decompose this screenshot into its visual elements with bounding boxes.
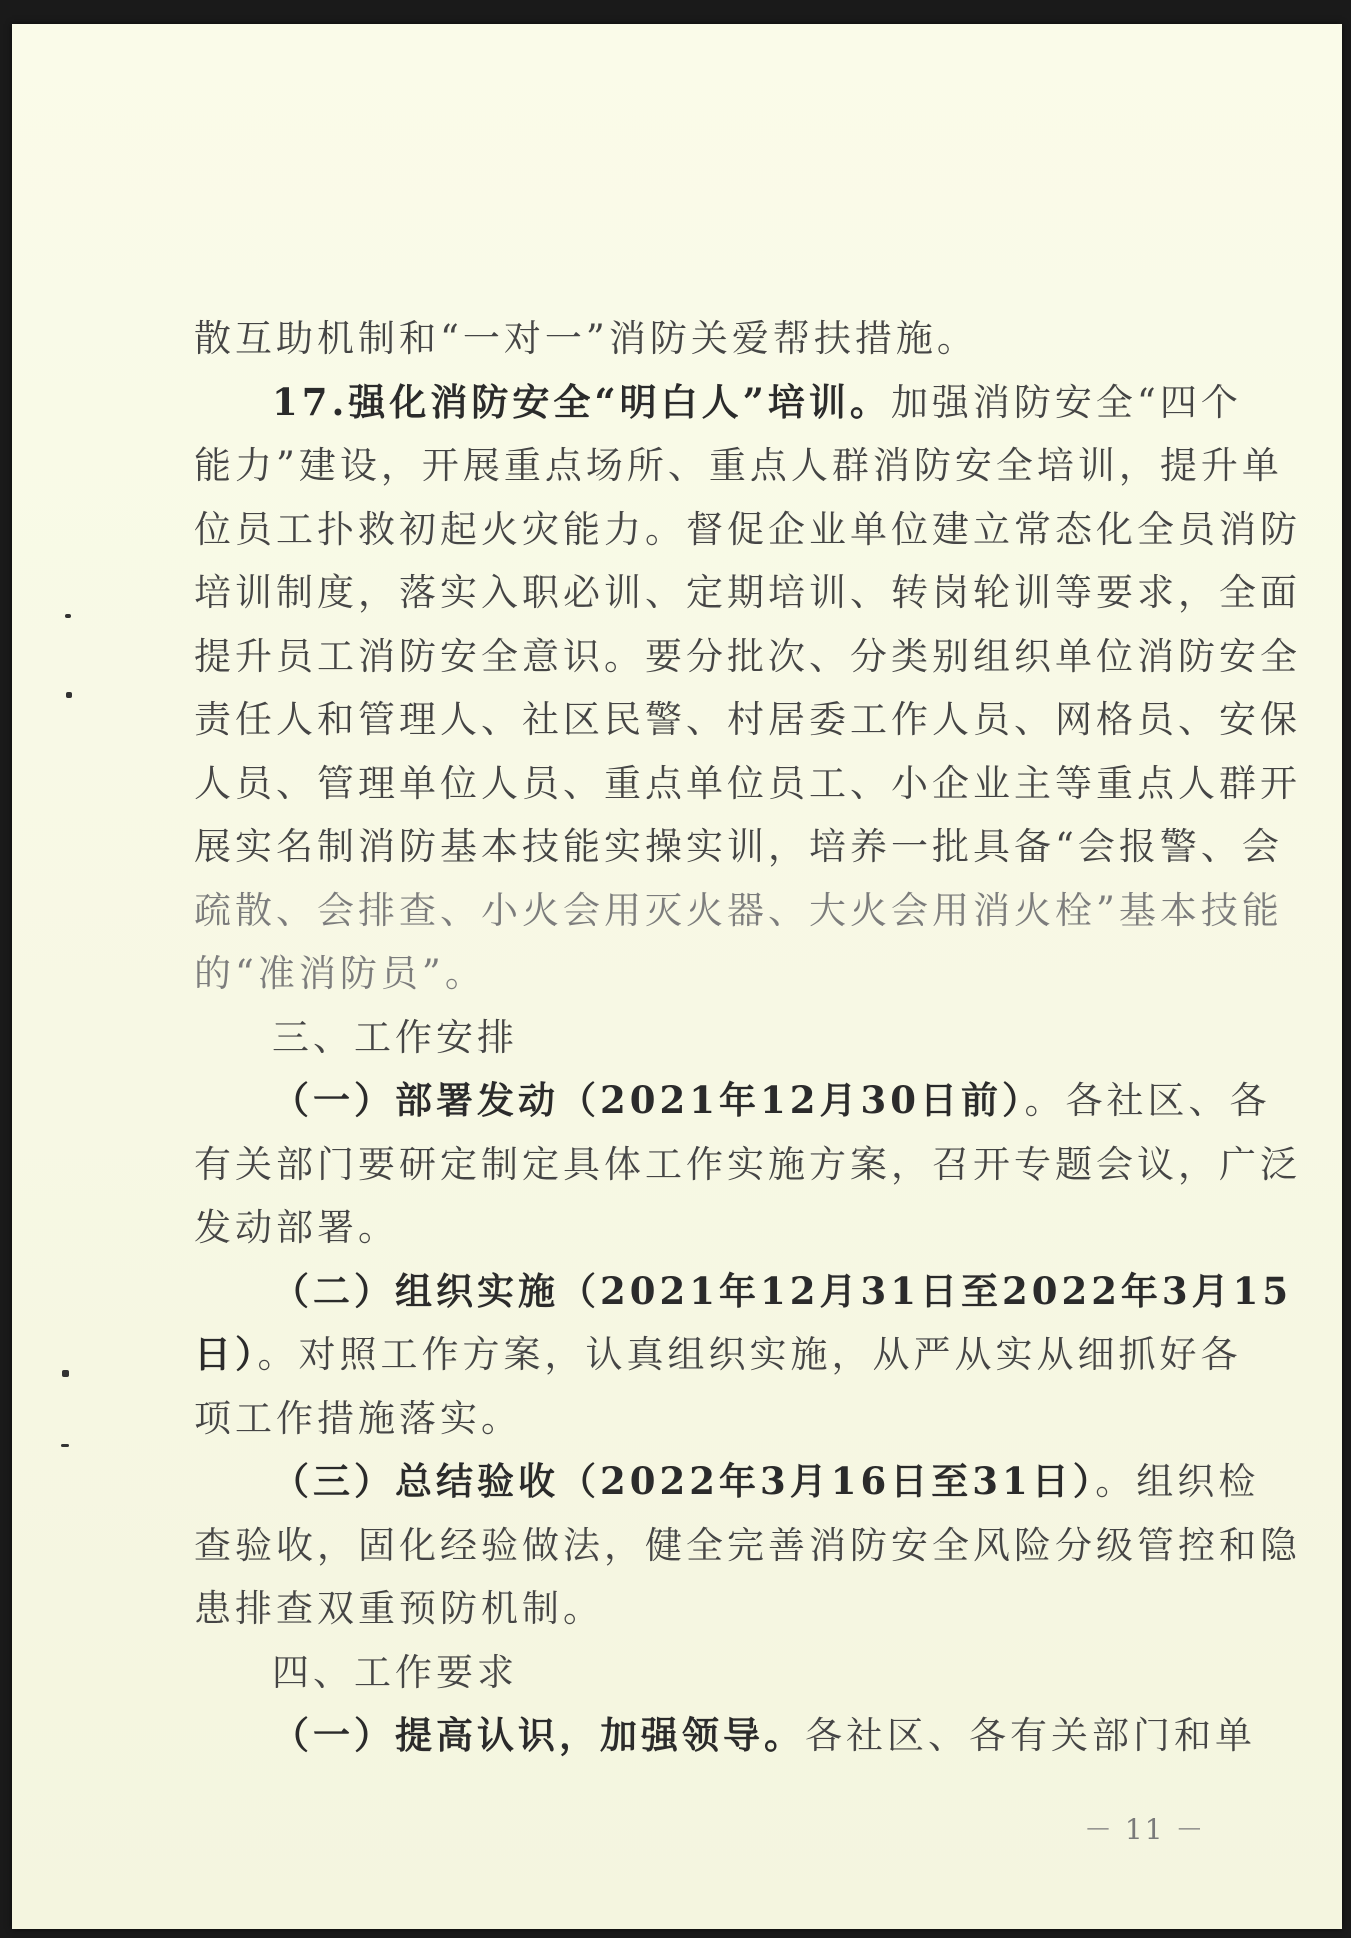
text-line [194,1514,1301,1578]
body-text: 的“准消防员”。 [194,952,486,995]
bold-heading-text: 日） [194,1332,258,1376]
body-text: 项工作措施落实。 [194,1396,522,1440]
text-line [194,1387,1154,1451]
body-text: 有关部门要研定制定具体工作实施方案，召开专题会议，广泛 [194,1142,1301,1186]
body-text: 。组织检 [1095,1460,1260,1503]
body-text: 能力”建设，开展重点场所、重点人群消防安全培训，提升单 [194,444,1283,487]
body-text: 展实名制消防基本技能实操实训，培养一批具备“会报警、会 [194,825,1283,868]
bold-heading-text: 17.强化消防安全“明白人”培训。 [272,379,891,424]
body-text: 。对照工作方案，认真组织实施，从严从实从细抓好各 [257,1333,1242,1376]
text-line [194,1196,1154,1260]
bold-heading-text: （二）组织实施（2021年12月31日至2022年3月15 [272,1268,1293,1313]
body-text: 人员、管理单位人员、重点单位员工、小企业主等重点人群开 [194,761,1301,805]
text-line [194,371,1242,435]
text-line [194,1450,1260,1514]
body-text: 培训制度，落实入职必训、定期培训、转岗轮训等要求，全面 [194,571,1301,614]
text-line [194,879,1283,943]
text-line [194,1704,1256,1768]
text-line [194,752,1301,816]
text-line [194,688,1301,752]
text-line [194,942,1154,1006]
body-text: 患排查双重预防机制。 [194,1587,604,1630]
binding-hole-mark [62,1370,69,1377]
body-text: 查验收，固化经验做法，健全完善消防安全风险分级管控和隐 [194,1523,1301,1567]
binding-hole-mark [66,692,72,698]
text-line [194,1577,1154,1641]
bold-heading-text: （三）总结验收（2022年3月16日至31日） [272,1459,1096,1503]
body-text: 疏散、会排查、小火会用灭火器、大火会用消火栓”基本技能 [194,888,1283,932]
body-text: 三、工作安排 [272,1015,518,1059]
text-line [194,561,1301,625]
body-text: 各社区、各有关部门和单 [805,1714,1256,1757]
text-line [194,815,1283,879]
text-line [194,1260,1293,1324]
text-line [194,307,1154,371]
binding-hole-mark [65,614,71,618]
document-page [12,24,1342,1929]
text-line [194,1133,1301,1197]
bold-heading-text: （一）部署发动（2021年12月30日前） [272,1078,1025,1122]
document-body [194,307,1301,1768]
text-line [194,1641,1154,1705]
body-text: 加强消防安全“四个 [890,380,1242,424]
body-text: 位员工扑救初起火灾能力。督促企业单位建立常态化全员消防 [194,507,1301,551]
body-text: 发动部署。 [194,1206,399,1249]
body-text: 。各社区、各 [1024,1079,1271,1122]
text-line [194,1006,1154,1070]
bold-heading-text: （一）提高认识，加强领导。 [272,1713,805,1757]
binding-hole-mark [61,1444,69,1447]
text-line [194,434,1283,498]
body-text: 责任人和管理人、社区民警、村居委工作人员、网格员、安保 [194,698,1301,741]
text-line [194,625,1301,689]
body-text: 四、工作要求 [272,1650,518,1694]
text-line [194,498,1301,562]
body-text: 散互助机制和“一对一”消防关爱帮扶措施。 [194,317,978,360]
body-text: 提升员工消防安全意识。要分批次、分类别组织单位消防安全 [194,634,1301,678]
text-line [194,1323,1242,1387]
text-line [194,1069,1271,1133]
page-number: － 11 － [1084,1813,1206,1846]
